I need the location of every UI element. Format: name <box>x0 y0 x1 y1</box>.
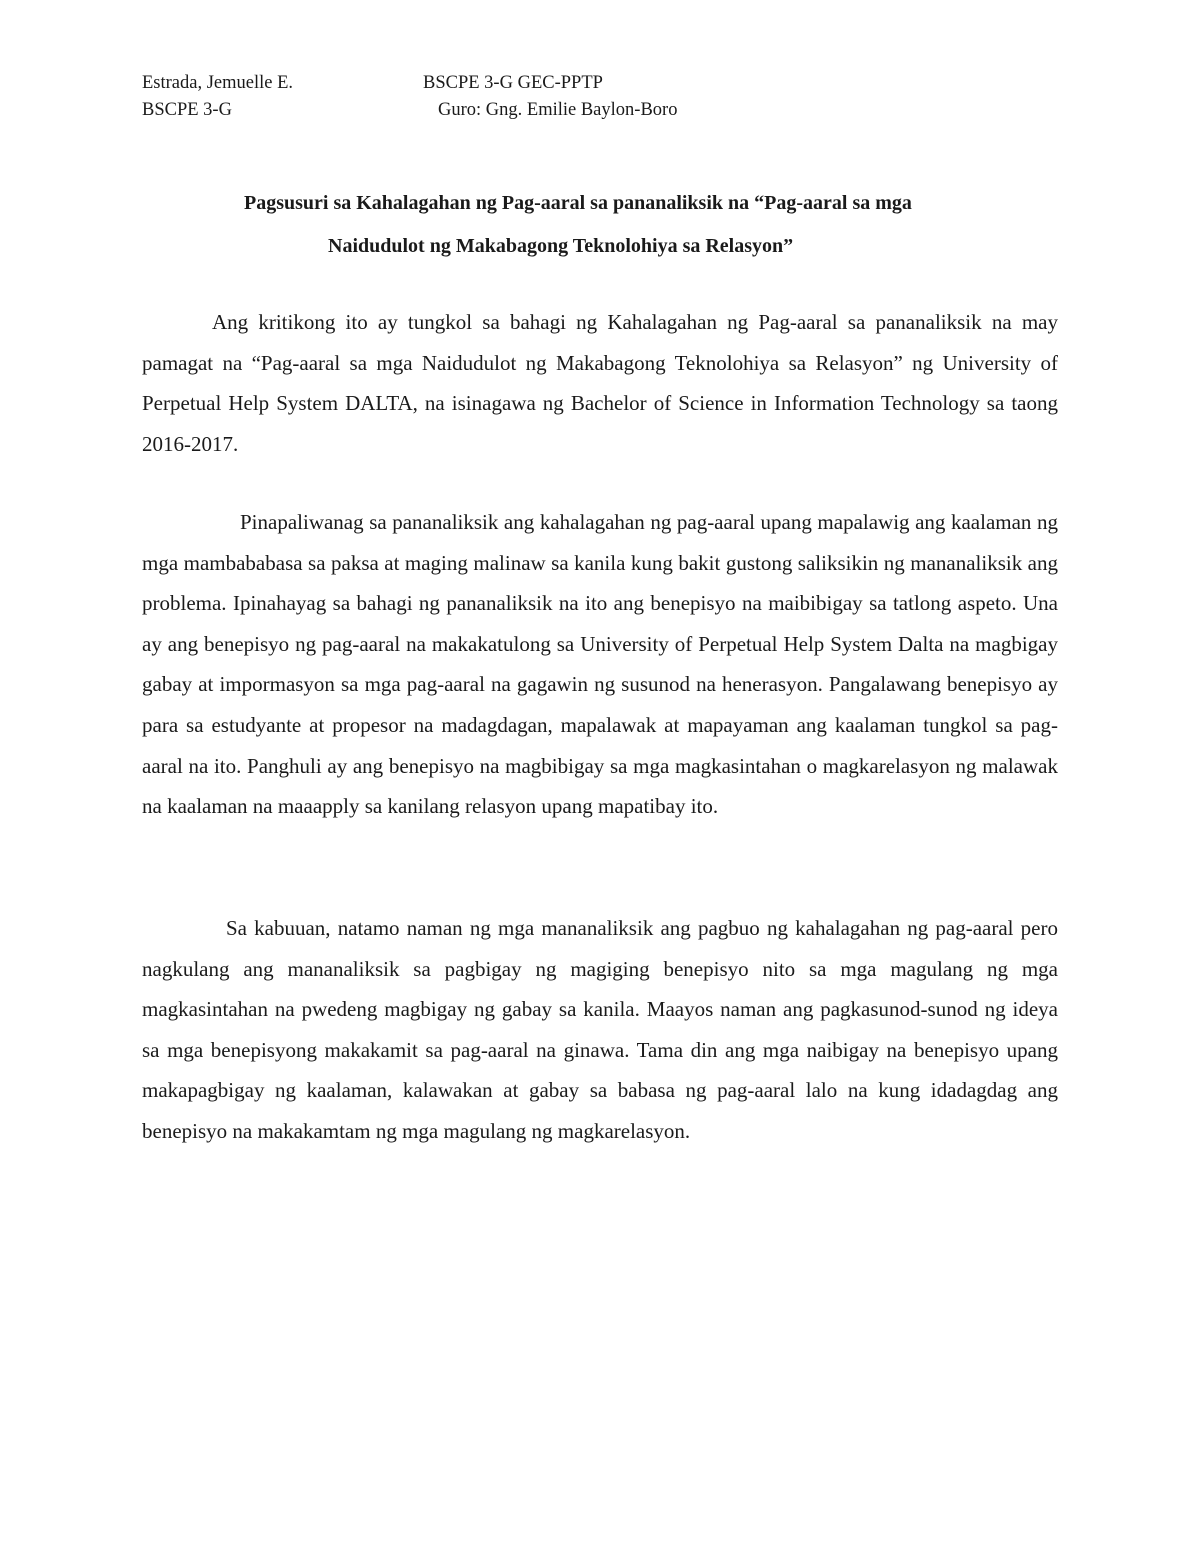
paragraph-conclusion: Sa kabuuan, natamo naman ng mga mananaliksik ang pagbuo ng kahalagahan ng pag-aaral pero nagkulang ang mananaliksik sa pagbigay ng magiging benepisyo nito sa mga magulang ng mga magkasintahan na pwedeng magbigay ng gabay sa kanila. Maayos naman ang pagkasunod-sunod ng ideya sa mga benepisyong makakamit sa pag-aaral na ginawa. Tama din ang mga naibigay na benepisyo upang makapagbigay ng kaalaman, kalawakan at gabay sa babasa ng pag-aaral lalo na kung idadagdag ang benepisyo na makakamtam ng mga magulang ng magkarelasyon. <box>142 916 1058 1143</box>
paragraph-body: Pinapaliwanag sa pananaliksik ang kahalagahan ng pag-aaral upang mapalawig ang kaalaman ng mga mambababasa sa paksa at maging malinaw sa kanila kung bakit gustong saliksikin ng mananaliksik ang problema. Ipinahayag sa bahagi ng pananaliksik na ito ang benepisyo na maibibigay sa tatlong aspeto. Una ay ang benepisyo ng pag-aaral na makakatulong sa University of Perpetual Help System Dalta na magbigay gabay at impormasyon sa mga pag-aaral na gagawin ng susunod na henerasyon. Pangalawang benepisyo ay para sa estudyante at propesor na madagdagan, mapalawak at mapayaman ang kaalaman tungkol sa pag-aaral na ito. Panghuli ay ang benepisyo na magbibigay sa mga magkasintahan o magkarelasyon ng malawak na kaalaman na maaapply sa kanilang relasyon upang mapatibay ito. <box>142 510 1058 819</box>
student-section: BSCPE 3-G <box>142 100 232 120</box>
paragraph-intro: Ang kritikong ito ay tungkol sa bahagi ng Kahalagahan ng Pag-aaral sa pananaliksik na may pamagat na “Pag-aaral sa mga Naidudulot ng Makabagong Teknolohiya sa Relasyon” ng University of Perpetual Help System DALTA, na isinagawa ng Bachelor of Science in Information Technology sa taong 2016-2017. <box>142 310 1058 456</box>
teacher-name: Guro: Gng. Emilie Baylon-Boro <box>438 100 678 120</box>
title-line-2: Naidudulot ng Makabagong Teknolohiya sa Relasyon” <box>328 235 794 257</box>
document-title <box>142 182 1152 268</box>
course-subject: BSCPE 3-G GEC-PPTP <box>423 73 603 93</box>
title-line-1: Pagsusuri sa Kahalagahan ng Pag-aaral sa pananaliksik na “Pag-aaral sa mga <box>244 192 912 214</box>
student-name: Estrada, Jemuelle E. <box>142 73 294 93</box>
